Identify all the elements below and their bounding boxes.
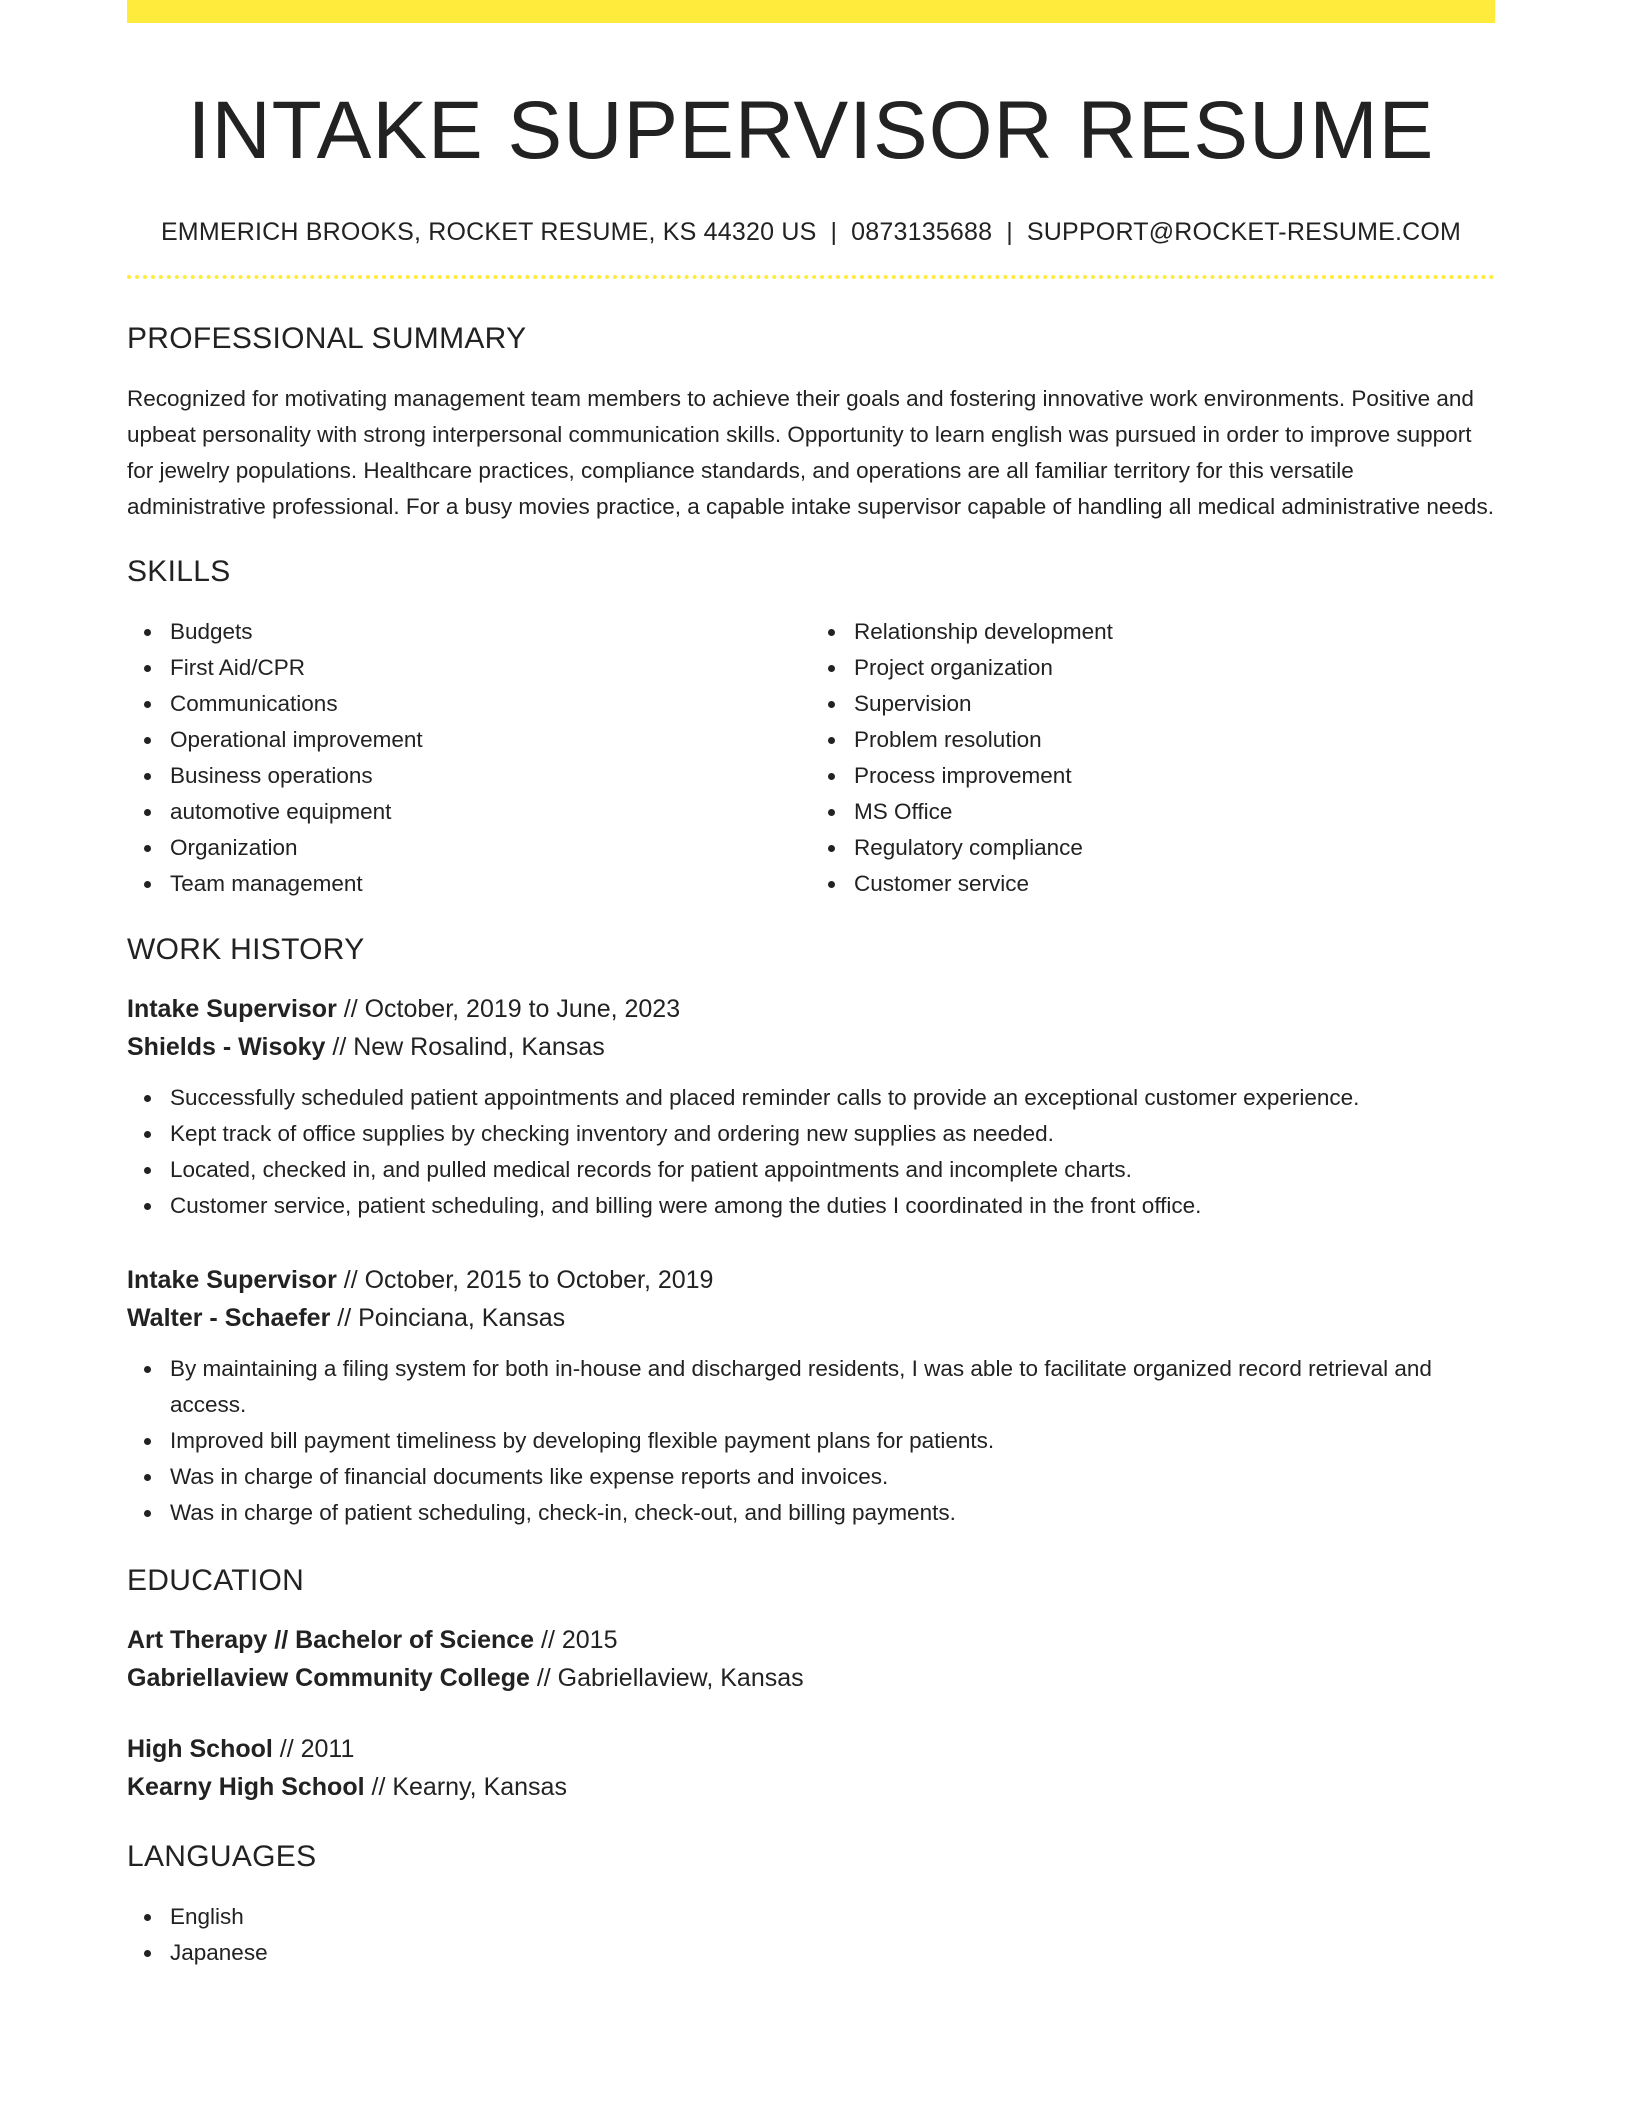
- skill-item: Process improvement: [811, 758, 1495, 794]
- education-entry: [127, 1621, 1495, 1697]
- skill-item: Organization: [127, 830, 811, 866]
- job-role-line: [127, 990, 1495, 1028]
- education-location: // Kearny, Kansas: [364, 1773, 567, 1802]
- job-duty: Customer service, patient scheduling, and billing were among the duties I coordinated in the front office.: [127, 1188, 1495, 1224]
- work-history-heading: WORK HISTORY: [127, 933, 365, 967]
- job-role: Intake Supervisor: [127, 995, 337, 1024]
- job-duty: Was in charge of patient scheduling, check-in, check-out, and billing payments.: [127, 1495, 1495, 1531]
- contact-address: EMMERICH BROOKS, ROCKET RESUME, KS 44320 US: [160, 218, 817, 247]
- languages-heading: LANGUAGES: [127, 1840, 317, 1874]
- education-degree-line: [127, 1730, 1495, 1768]
- job-role-line: [127, 1261, 1495, 1299]
- skill-item: Customer service: [811, 866, 1495, 902]
- dotted-divider: [127, 275, 1495, 279]
- skill-item: Business operations: [127, 758, 811, 794]
- skill-item: Communications: [127, 686, 811, 722]
- skills-heading: SKILLS: [127, 555, 231, 589]
- contact-email: SUPPORT@ROCKET-RESUME.COM: [1026, 218, 1462, 247]
- job-dates: // October, 2019 to June, 2023: [336, 995, 681, 1024]
- skill-item: Regulatory compliance: [811, 830, 1495, 866]
- skill-item: Relationship development: [811, 614, 1495, 650]
- job-company-line: [127, 1299, 1495, 1337]
- education-entry: [127, 1730, 1495, 1806]
- skill-item: Supervision: [811, 686, 1495, 722]
- skill-item: Operational improvement: [127, 722, 811, 758]
- education-year: // 2011: [272, 1735, 355, 1764]
- job-duty: Was in charge of financial documents like expense reports and invoices.: [127, 1459, 1495, 1495]
- skill-item: Problem resolution: [811, 722, 1495, 758]
- job-duty: Improved bill payment timeliness by developing flexible payment plans for patients.: [127, 1423, 1495, 1459]
- skill-item: automotive equipment: [127, 794, 811, 830]
- contact-phone: 0873135688: [851, 218, 993, 247]
- summary-text: Recognized for motivating management team members to achieve their goals and fostering innovative work environments. Positive and upbeat personality with strong interpersonal communication skills. Opportunity to learn english was pursued in order to improve support for jewelry populations. Healthcare practices, compliance standards, and operations are all familiar territory for this versatile administrative professional. For a busy movies practice, a capable intake supervisor capable of handling all medical administrative needs.: [127, 386, 1494, 520]
- job-duties-list: [127, 1351, 1495, 1531]
- job-entry: [127, 1261, 1495, 1531]
- education-location: // Gabriellaview, Kansas: [529, 1664, 804, 1693]
- contact-separator: |: [1006, 218, 1013, 247]
- job-company: Shields - Wisoky: [127, 1033, 326, 1062]
- language-item: English: [127, 1899, 1495, 1935]
- skill-item: Project organization: [811, 650, 1495, 686]
- job-duty: Located, checked in, and pulled medical records for patient appointments and incomplete charts.: [127, 1152, 1495, 1188]
- skill-item: Team management: [127, 866, 811, 902]
- education-year: // 2015: [534, 1626, 618, 1655]
- skills-left-list: [127, 614, 811, 902]
- skills-right-list: [811, 614, 1495, 902]
- education-school: Gabriellaview Community College: [127, 1664, 530, 1693]
- job-entry: [127, 990, 1495, 1224]
- education-school-line: [127, 1659, 1495, 1697]
- resume-title: INTAKE SUPERVISOR RESUME: [187, 85, 1435, 176]
- contact-line: [127, 216, 1495, 248]
- job-company: Walter - Schaefer: [127, 1304, 331, 1333]
- job-duty: Kept track of office supplies by checking inventory and ordering new supplies as needed.: [127, 1116, 1495, 1152]
- education-school: Kearny High School: [127, 1773, 365, 1802]
- contact-separator: |: [830, 218, 838, 247]
- job-duty: Successfully scheduled patient appointments and placed reminder calls to provide an exceptional customer experience.: [127, 1080, 1495, 1116]
- education-school-line: [127, 1768, 1495, 1806]
- skill-item: First Aid/CPR: [127, 650, 811, 686]
- skills-grid: [127, 614, 1495, 902]
- job-role: Intake Supervisor: [127, 1266, 337, 1295]
- job-dates: // October, 2015 to October, 2019: [336, 1266, 714, 1295]
- education-heading: EDUCATION: [127, 1564, 305, 1598]
- education-degree: Art Therapy // Bachelor of Science: [127, 1626, 535, 1655]
- languages-list: [127, 1899, 1495, 1971]
- education-degree: High School: [127, 1735, 273, 1764]
- skill-item: MS Office: [811, 794, 1495, 830]
- job-company-line: [127, 1028, 1495, 1066]
- skill-item: Budgets: [127, 614, 811, 650]
- job-duty: By maintaining a filing system for both in-house and discharged residents, I was able to facilitate organized record retrieval and access.: [127, 1351, 1495, 1423]
- education-degree-line: [127, 1621, 1495, 1659]
- top-accent-bar: [127, 0, 1495, 23]
- language-item: Japanese: [127, 1935, 1495, 1971]
- job-location: // New Rosalind, Kansas: [325, 1033, 605, 1062]
- job-location: // Poinciana, Kansas: [330, 1304, 566, 1333]
- summary-heading: PROFESSIONAL SUMMARY: [127, 322, 527, 356]
- resume-page: [127, 0, 1495, 1971]
- job-duties-list: [127, 1080, 1495, 1224]
